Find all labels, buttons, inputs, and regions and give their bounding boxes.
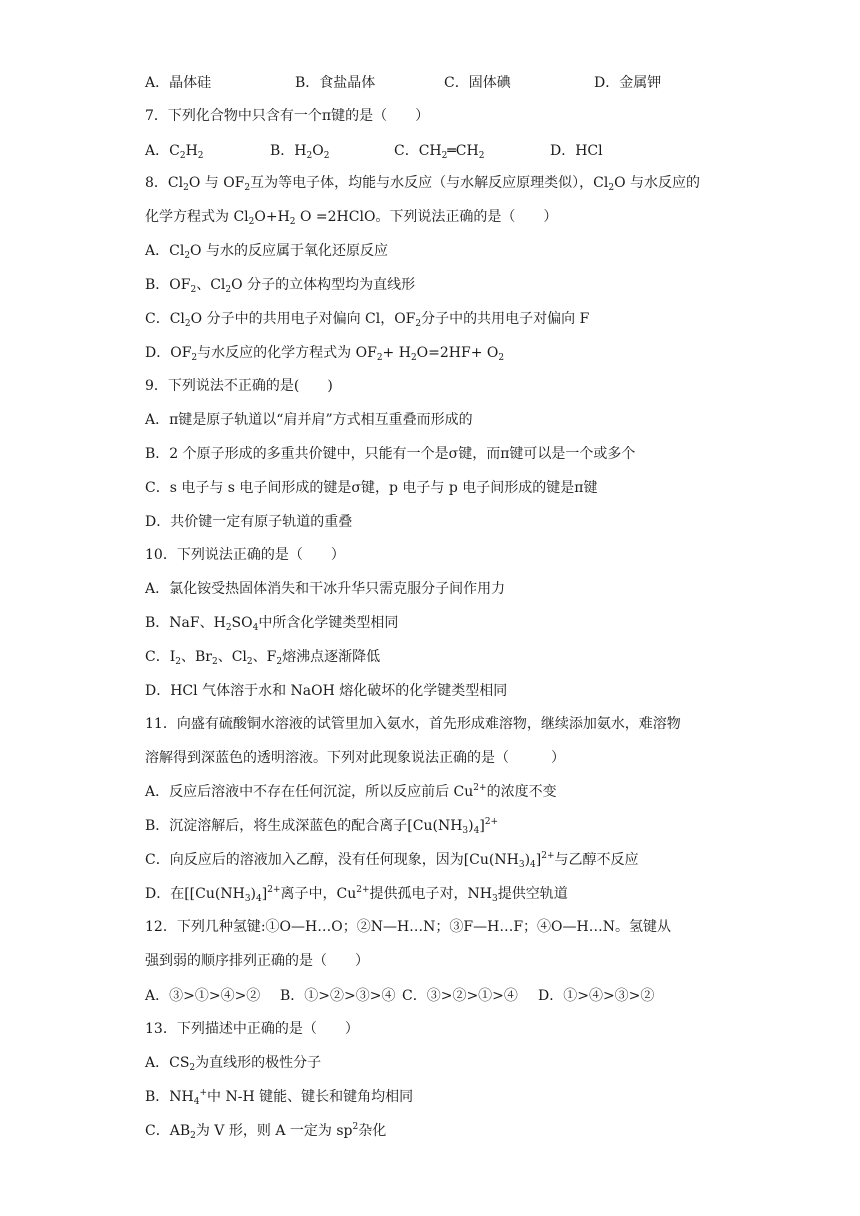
q11-option-c: C．向反应后的溶液加入乙醇，没有任何现象，因为$[Cu(NH_3)_4]^{2+}$与乙醇不反应 (145, 851, 639, 870)
q12-option-c: C．③>②>①>④ (402, 988, 518, 1004)
q8-stem-line1: 8．$Cl_2O$ 与 $OF_2$互为等电子体，均能与水反应（与水解反应原理类似），$Cl_2O$ 与水反应的 (145, 175, 701, 193)
q7-option-a: A．$C_2H_2$ (145, 143, 204, 161)
q9-option-b: B．2 个原子形成的多重共价键中，只能有一个是σ键，而π键可以是一个或多个 (145, 446, 636, 462)
q12-option-d: D．①>④>③>② (538, 988, 655, 1004)
q11-option-d: D．在[$[Cu(NH_3)_4]^{2+}$离子中，$Cu^{2+}$提供孤电子对，$NH_3$提供空轨道 (145, 885, 568, 904)
q9-option-d: D．共价键一定有原子轨道的重叠 (145, 514, 353, 530)
q10-stem: 10．下列说法正确的是（ ） (145, 547, 345, 563)
q7-option-c: C．$CH_2═CH_2$ (394, 143, 485, 161)
q13-option-b: B．$NH_4^+$中 N-H 键能、键长和键角均相同 (145, 1088, 414, 1107)
q12-option-b: B．①>②>③>④ (280, 988, 396, 1004)
q13-stem: 13．下列描述中正确的是（ ） (145, 1021, 359, 1037)
q10-option-a: A．氯化铵受热固体消失和干冰升华只需克服分子间作用力 (145, 581, 506, 597)
q8-stem-line2: 化学方程式为 $Cl_2O+H_2$ O =2HClO。下列说法正确的是（ ） (145, 209, 558, 227)
q11-option-a: A．反应后溶液中不存在任何沉淀，所以反应前后 $Cu^{2+}$的浓度不变 (145, 783, 557, 800)
q8-option-c: C．$Cl_2O$ 分子中的共用电子对偏向 Cl，$OF_2$分子中的共用电子对偏向 F (145, 311, 590, 329)
q7-option-b: B．$H_2O_2$ (270, 143, 330, 161)
q8-option-a: A．$Cl_2O$ 与水的反应属于氧化还原反应 (145, 243, 388, 261)
q6-option-c: C．固体碘 (444, 75, 511, 91)
q12-stem-line1: 12．下列几种氢键:①O—H…O；②N—H…N；③F—H…F；④O—H…N。氢键从 (145, 919, 671, 935)
q8-option-d: D．$OF_2$与水反应的化学方程式为 $OF_2+ H_2O=2HF+ O_2$ (145, 345, 505, 363)
q12-option-a: A．③>①>④>② (145, 988, 261, 1004)
q13-option-c: C．$AB_2$为 V 形，则 A 一定为 $sp^2$杂化 (145, 1122, 387, 1141)
q9-option-a: A．π键是原子轨道以“肩并肩”方式相互重叠而形成的 (145, 412, 473, 428)
q13-option-a: A．$CS_2$为直线形的极性分子 (145, 1055, 322, 1073)
q6-option-d: D．金属钾 (594, 75, 662, 91)
q6-option-a: A．晶体硅 (145, 75, 212, 91)
q10-option-c: C．$I_2$、$Br_2$、$Cl_2$、$F_2$熔沸点逐渐降低 (145, 649, 381, 667)
q10-option-d: D．HCl 气体溶于水和 NaOH 熔化破坏的化学键类型相同 (145, 683, 508, 699)
q7-stem: 7．下列化合物中只含有一个π键的是（ ） (145, 108, 430, 124)
q11-option-b: B．沉淀溶解后，将生成深蓝色的配合离子$[Cu(NH_3)_4]^{2+}$ (145, 817, 499, 836)
q7-option-d: D．HCl (550, 143, 603, 159)
q9-option-c: C．s 电子与 s 电子间形成的键是σ键，p 电子与 p 电子间形成的键是π键 (145, 480, 598, 496)
q9-stem: 9．下列说法不正确的是( ) (145, 378, 333, 394)
q11-stem-line1: 11．向盛有硫酸铜水溶液的试管里加入氨水，首先形成难溶物，继续添加氨水，难溶物 (145, 716, 681, 732)
q11-stem-line2: 溶解得到深蓝色的透明溶液。下列对此现象说法正确的是（ ） (145, 750, 565, 766)
q10-option-b: B．NaF、$H_2SO_4$中所含化学键类型相同 (145, 615, 399, 633)
q12-stem-line2: 强到弱的顺序排列正确的是（ ） (145, 953, 369, 969)
q8-option-b: B．$OF_2$、$Cl_2O$ 分子的立体构型均为直线形 (145, 277, 416, 295)
q6-option-b: B．食盐晶体 (295, 75, 376, 91)
